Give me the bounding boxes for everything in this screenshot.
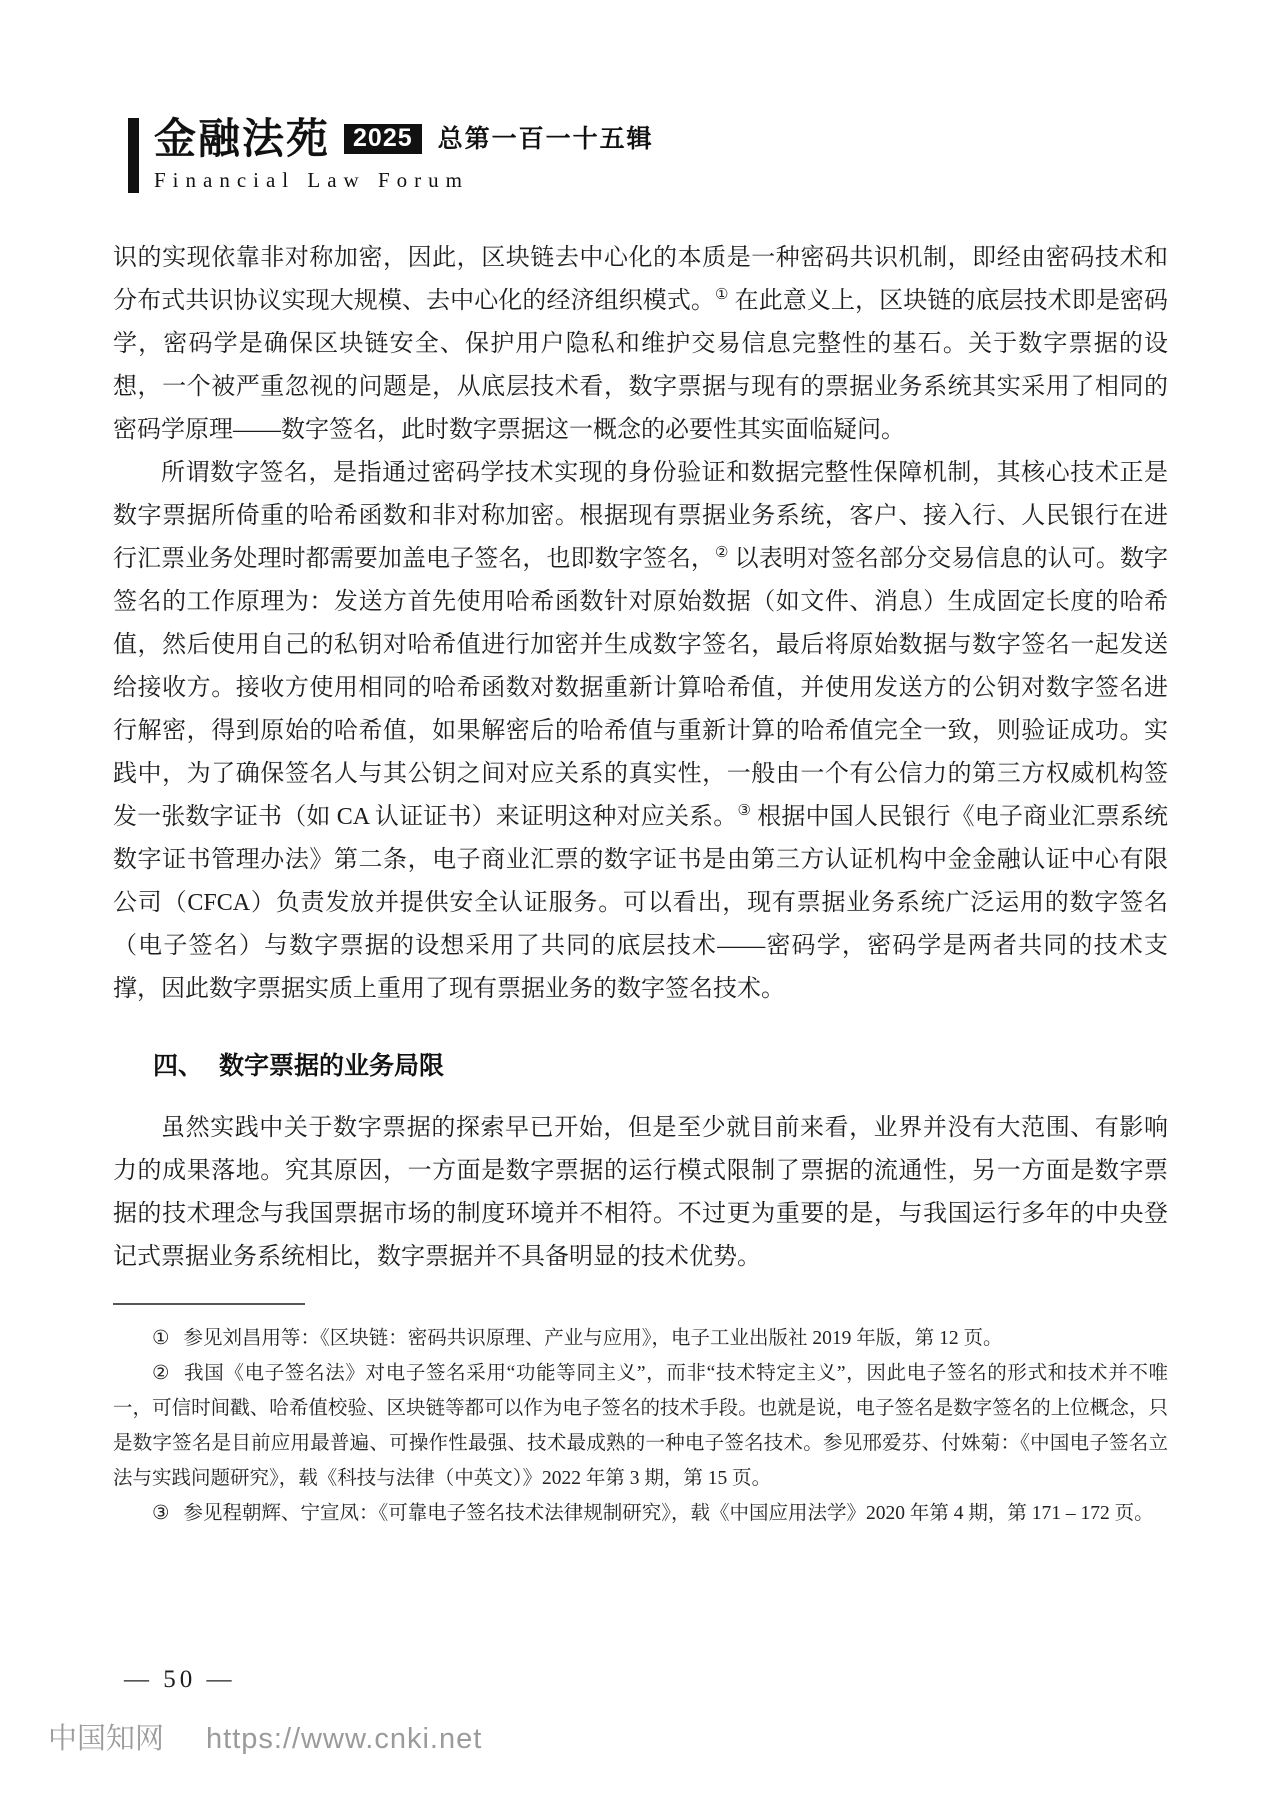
footnote-text: 参见刘昌用等：《区块链：密码共识原理、产业与应用》，电子工业出版社 2019 年版，第 12 页。 [183,1328,1003,1349]
journal-header [128,115,1168,193]
paragraph-2 [113,452,1168,1011]
paragraph-text: 所谓数字签名，是指通过密码学技术实现的身份验证和数据完整性保障机制，其核心技术正是数字票据所倚重的哈希函数和非对称加密。根据现有票据业务系统，客户、接入行、人民银行在进行汇票业务处理时都需要加盖电子签名，也即数字签名， [113,460,1168,572]
header-text [154,115,654,193]
journal-title: 金融法苑 [154,115,331,162]
footnotes-section [113,1303,1168,1531]
paragraph-text: 虽然实践中关于数字票据的探索早已开始，但是至少就目前来看，业界并没有大范围、有影响力的成果落地。究其原因，一方面是数字票据的运行模式限制了票据的流通性，另一方面是数字票据的技术理念与我国票据市场的制度环境并不相符。不过更为重要的是，与我国运行多年的中央登记式票据业务系统相比，数字票据并不具备明显的技术优势。 [113,1115,1168,1270]
section-heading [153,1051,1168,1081]
volume-label: 总第一百一十五辑 [437,124,654,153]
journal-subtitle-en: Financial Law Forum [154,168,469,192]
section-number: 四、 [153,1052,204,1080]
footnote-text: 参见程朝辉、宁宣凤：《可靠电子签名技术法律规制研究》，载《中国应用法学》2020 年第 4 期，第 171 – 172 页。 [183,1503,1154,1524]
header-accent-bar [128,118,139,193]
paragraph-text: 以表明对签名部分交易信息的认可。数字签名的工作原理为：发送方首先使用哈希函数针对原始数据（如文件、消息）生成固定长度的哈希值，然后使用自己的私钥对哈希值进行加密并生成数字签名，最后将原始数据与数字签名一起发送给接收方。接收方使用相同的哈希函数对数据重新计算哈希值，并使用发送方的公钥对数字签名进行解密，得到原始的哈希值，如果解密后的哈希值与重新计算的哈希值完全一致，则验证成功。实践中，为了确保签名人与其公钥之间对应关系的真实性，一般由一个有公信力的第三方权威机构签发一张数字证书（如 CA 认证证书）来证明这种对应关系。 [113,546,1168,830]
footnote-ref-3: ③ [737,803,752,819]
article-body [113,237,1168,1531]
year-badge: 2025 [344,124,422,154]
cnki-watermark [48,1716,482,1757]
paragraph-3 [113,1107,1168,1279]
footnote-divider [113,1303,305,1305]
footnote-marker: ② [152,1363,171,1384]
paragraph-text: 根据中国人民银行《电子商业汇票系统数字证书管理办法》第二条，电子商业汇票的数字证书是由第三方认证机构中金金融认证中心有限公司（CFCA）负责发放并提供安全认证服务。可以看出，现有票据业务系统广泛运用的数字签名（电子签名）与数字票据的设想采用了共同的底层技术——密码学，密码学是两者共同的技术支撑，因此数字票据实质上重用了现有票据业务的数字签名技术。 [113,804,1169,1002]
journal-title-row [154,115,654,162]
footnote-text: 我国《电子签名法》对电子签名采用“功能等同主义”，而非“技术特定主义”，因此电子签名的形式和技术并不唯一，可信时间戳、哈希值校验、区块链等都可以作为电子签名的技术手段。也就是说，电子签名是数字签名的上位概念，只是数字签名是目前应用最普遍、可操作性最强、技术最成熟的一种电子签名技术。参见邢爱芬、付姝菊：《中国电子签名立法与实践问题研究》，载《科技与法律（中英文）》2022 年第 3 期，第 15 页。 [113,1363,1168,1489]
footnote-ref-1: ① [715,287,729,303]
paragraph-1 [113,237,1168,452]
footnote-marker: ① [152,1328,170,1349]
footnote-2 [113,1356,1168,1496]
paragraph-text: 在此意义上，区块链的底层技术即是密码学，密码学是确保区块链安全、保护用户隐私和维护交易信息完整性的基石。关于数字票据的设想，一个被严重忽视的问题是，从底层技术看，数字票据与现有的票据业务系统其实采用了相同的密码学原理——数字签名，此时数字票据这一概念的必要性其实面临疑问。 [113,288,1168,443]
section-title: 数字票据的业务局限 [219,1052,445,1080]
footnote-3 [113,1496,1168,1531]
footnote-marker: ③ [152,1503,170,1524]
cnki-site-name: 中国知网 [48,1723,165,1755]
footnote-1 [113,1321,1168,1356]
paragraph-text: 识的实现依靠非对称加密，因此，区块链去中心化的本质是一种密码共识机制，即经由密码技术和分布式共识协议实现大规模、去中心化的经济组织模式。 [113,245,1168,314]
footnote-ref-2: ② [715,545,729,561]
page-number: — 50 — [124,1666,236,1693]
cnki-url: https://www.cnki.net [206,1723,483,1755]
